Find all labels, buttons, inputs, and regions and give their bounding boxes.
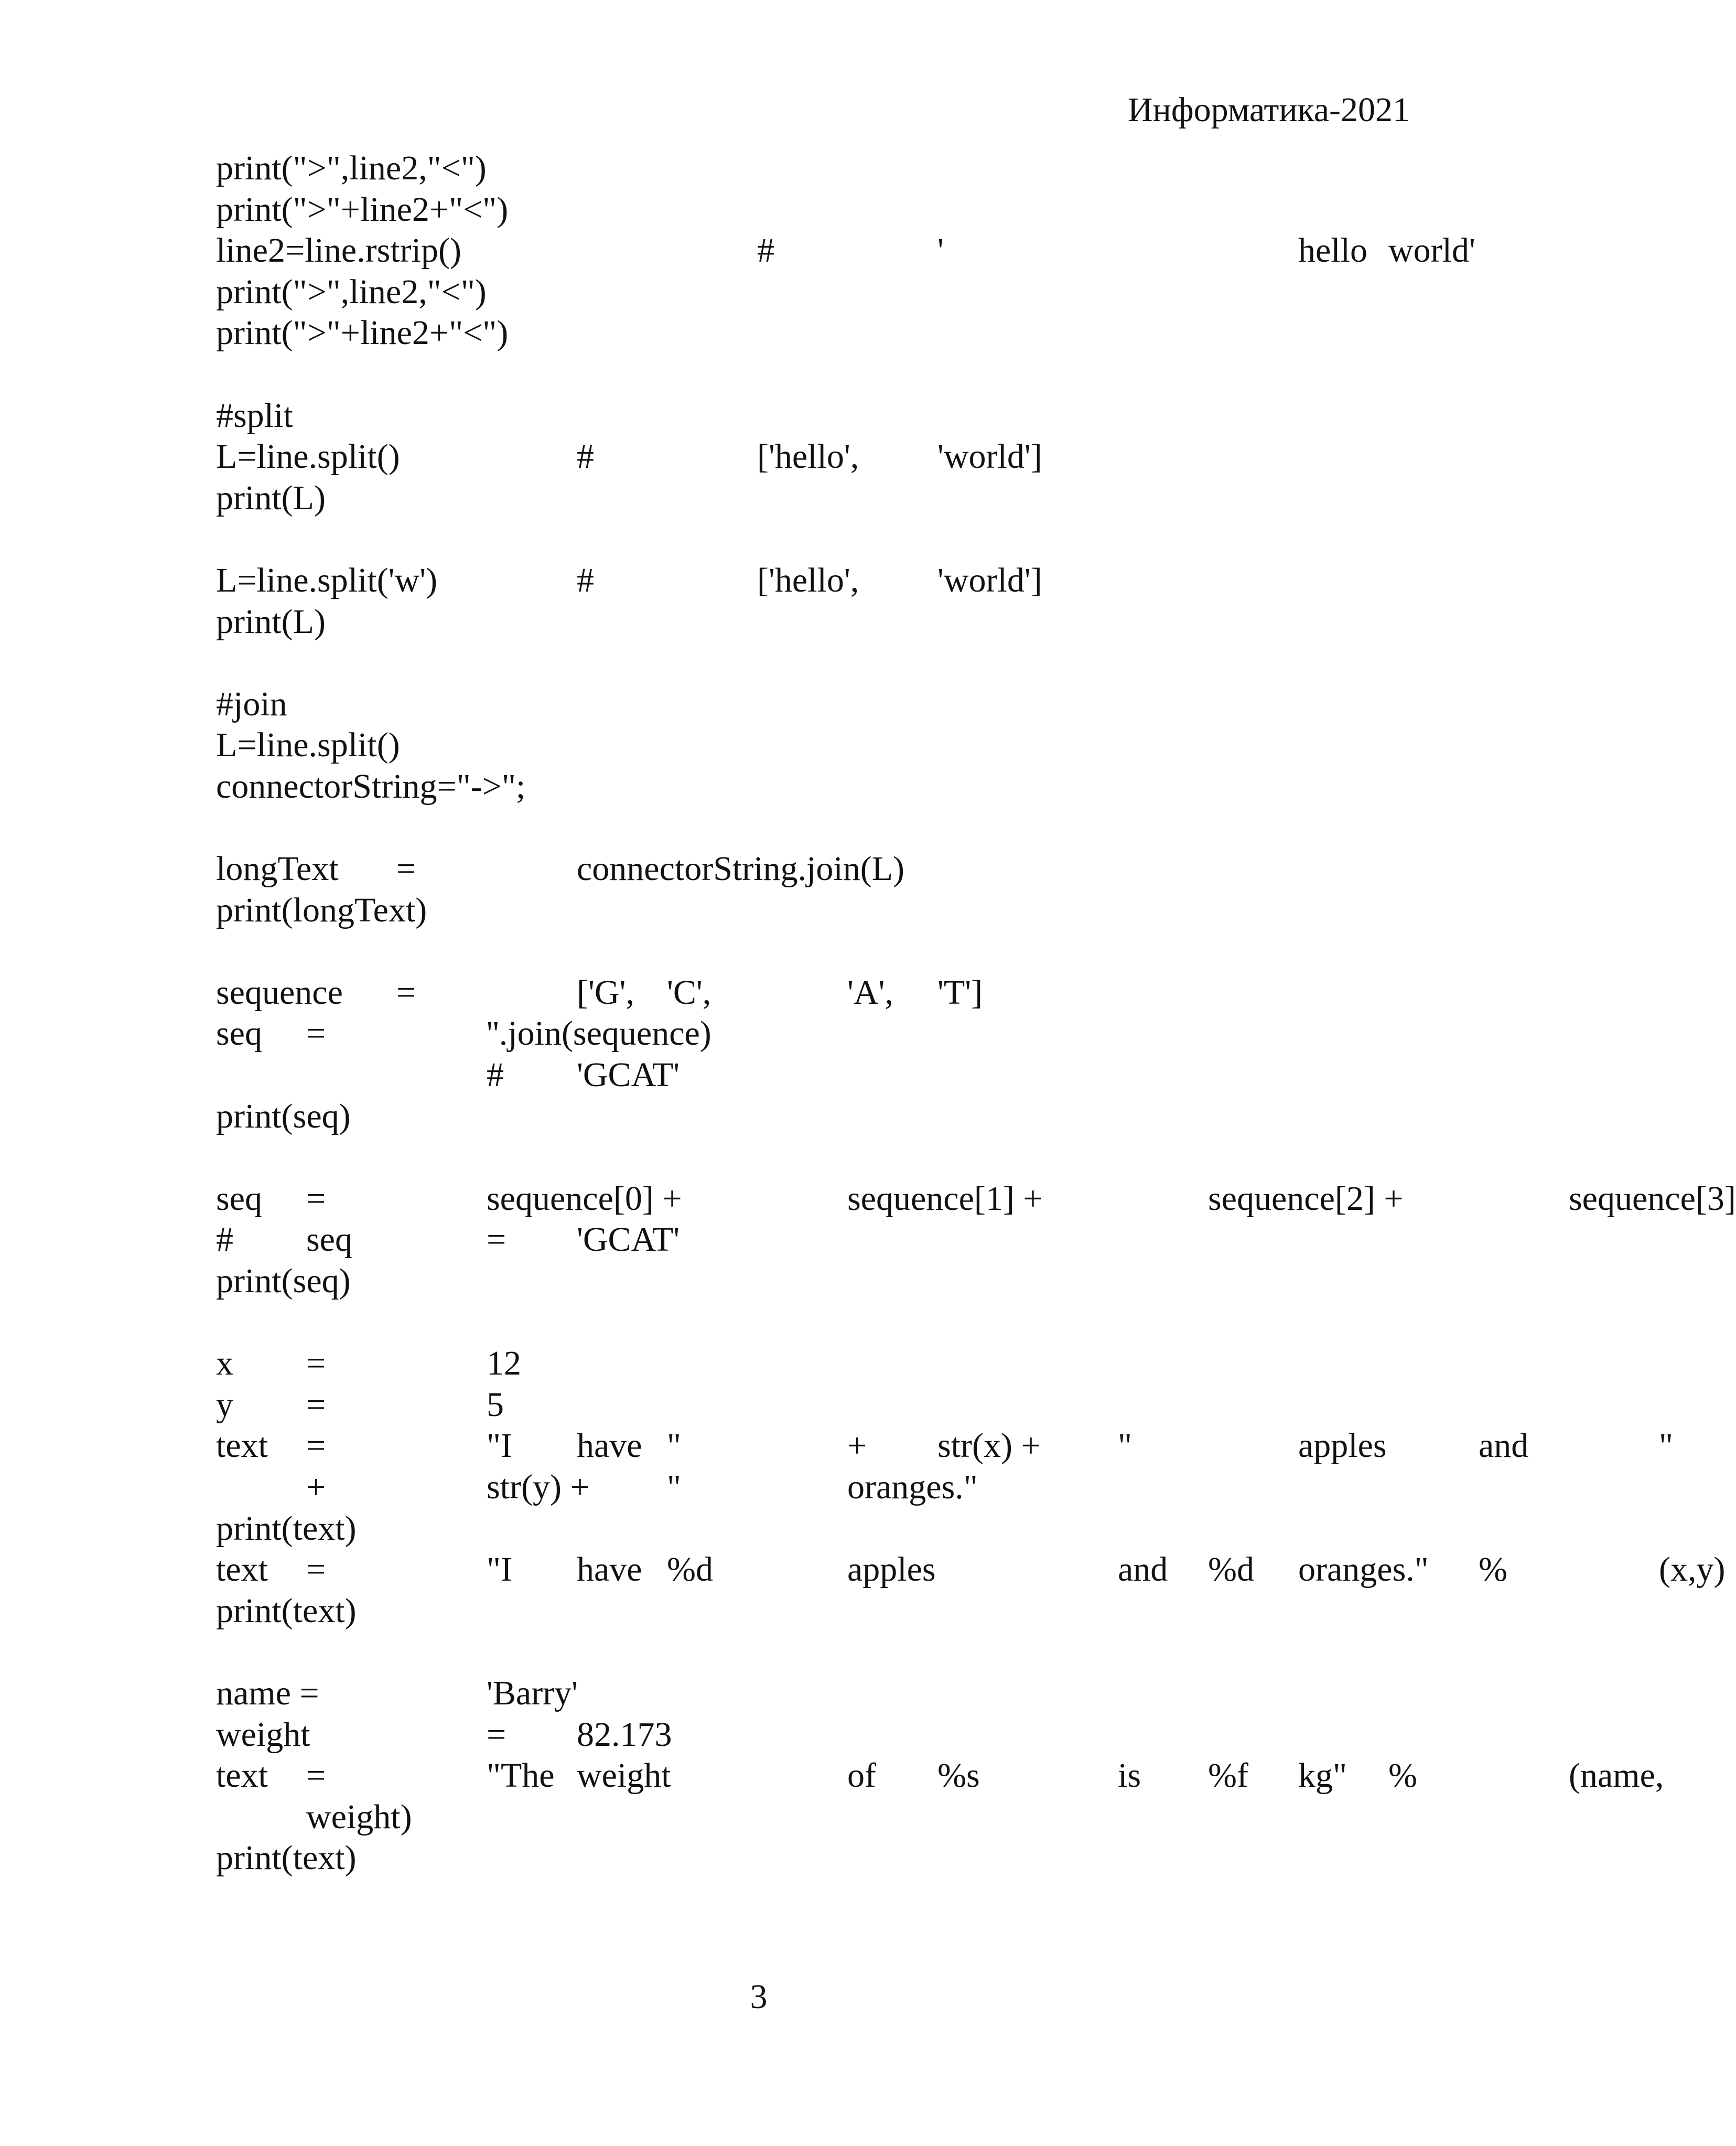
code-line: [216, 766, 1422, 808]
code-token: 'GCAT': [577, 1220, 680, 1259]
code-line: [216, 1838, 1422, 1879]
code-token: =: [306, 1014, 326, 1053]
code-token: ": [667, 1426, 681, 1465]
code-line: [216, 1055, 1422, 1096]
code-token: print(L): [216, 602, 326, 641]
code-token: sequence[2] +: [1208, 1179, 1404, 1218]
code-token: seq: [216, 1014, 262, 1053]
page-number: 3: [750, 1978, 768, 2016]
code-token: 'Barry': [487, 1673, 578, 1712]
code-token: str(x) +: [937, 1426, 1041, 1465]
code-token: apples: [1298, 1426, 1387, 1465]
code-token: text: [216, 1550, 268, 1589]
code-line: [216, 1425, 1673, 1467]
code-token: =: [306, 1179, 326, 1218]
code-token: 'GCAT': [577, 1056, 680, 1095]
code-token: 5: [487, 1385, 504, 1424]
page-header: Информатика-2021: [1127, 91, 1410, 129]
code-token: =: [306, 1550, 326, 1589]
code-token: #: [577, 561, 594, 599]
code-token: +: [306, 1468, 326, 1506]
code-token: sequence: [216, 973, 343, 1012]
code-token: sequence[3]: [1569, 1179, 1736, 1218]
code-line: [216, 230, 1475, 272]
code-token: %d: [1208, 1550, 1254, 1589]
code-token: have: [577, 1550, 642, 1589]
code-line: [216, 1385, 1422, 1426]
code-line: [216, 148, 1422, 189]
code-line: [216, 1261, 1422, 1302]
code-token: +: [847, 1426, 867, 1465]
code-line: [216, 849, 1422, 890]
blank-line: [216, 808, 1422, 849]
code-line: [216, 725, 1422, 766]
code-line: [216, 272, 1422, 313]
code-token: 12: [487, 1344, 521, 1383]
code-token: =: [396, 973, 416, 1012]
code-line: [216, 972, 1422, 1014]
code-line: [216, 1096, 1422, 1138]
code-token: text: [216, 1426, 268, 1465]
code-line: [216, 395, 1422, 437]
code-token: =: [396, 850, 416, 888]
code-token: print(L): [216, 478, 326, 517]
blank-line: [216, 354, 1422, 395]
code-line: [216, 1219, 1422, 1261]
code-line: [216, 436, 1422, 478]
code-line: [216, 1178, 1736, 1220]
code-token: print(">"+line2+"<"): [216, 314, 509, 352]
code-token: seq: [216, 1179, 262, 1218]
code-token: hello: [1298, 231, 1367, 270]
code-token: L=line.split(): [216, 437, 400, 476]
code-line: [216, 1467, 1422, 1508]
code-token: print(text): [216, 1509, 357, 1548]
code-line: [216, 1508, 1422, 1550]
blank-line: [216, 1302, 1422, 1344]
code-token: y: [216, 1385, 233, 1424]
code-token: have: [577, 1426, 642, 1465]
code-token: (x,y): [1659, 1550, 1726, 1589]
code-token: sequence[1] +: [847, 1179, 1043, 1218]
code-line: [216, 313, 1422, 354]
code-line: [216, 1591, 1422, 1632]
code-token: ['G',: [577, 973, 634, 1012]
code-token: ['hello',: [757, 437, 859, 476]
code-token: weight: [216, 1715, 310, 1754]
code-token: str(y) +: [487, 1468, 590, 1506]
blank-line: [216, 642, 1422, 684]
code-token: #: [216, 1220, 233, 1259]
code-token: ['hello',: [757, 561, 859, 599]
code-token: line2=line.rstrip(): [216, 231, 461, 270]
code-block: [216, 148, 1736, 1879]
code-token: longText: [216, 850, 339, 888]
code-token: print(longText): [216, 890, 427, 929]
code-token: print(">"+line2+"<"): [216, 190, 509, 229]
code-token: 'world']: [937, 437, 1042, 476]
code-token: =: [306, 1426, 326, 1465]
code-token: =: [306, 1344, 326, 1383]
blank-line: [216, 519, 1422, 560]
code-token: is: [1118, 1756, 1141, 1795]
code-line: [216, 890, 1422, 931]
code-token: L=line.split(): [216, 726, 400, 765]
code-token: and: [1479, 1426, 1529, 1465]
code-token: 'world']: [937, 561, 1042, 599]
code-token: %: [1388, 1756, 1417, 1795]
code-token: L=line.split('w'): [216, 561, 438, 599]
code-token: apples: [847, 1550, 936, 1589]
code-token: #: [757, 231, 774, 270]
code-line: [216, 189, 1422, 231]
code-token: sequence[0] +: [487, 1179, 682, 1218]
code-token: =: [487, 1715, 506, 1754]
code-token: weight: [577, 1756, 671, 1795]
code-token: "I: [487, 1426, 512, 1465]
code-token: ''.join(sequence): [487, 1014, 711, 1053]
code-line: [216, 1673, 1422, 1714]
code-token: name =: [216, 1673, 319, 1712]
code-line: [216, 478, 1422, 519]
code-line: [216, 1013, 1422, 1055]
code-token: oranges.": [1298, 1550, 1429, 1589]
code-token: of: [847, 1756, 876, 1795]
code-token: %d: [667, 1550, 713, 1589]
code-token: #: [487, 1056, 504, 1095]
code-token: ': [937, 231, 944, 270]
code-token: print(seq): [216, 1097, 351, 1135]
code-token: print(">",line2,"<"): [216, 272, 487, 311]
code-token: and: [1118, 1550, 1168, 1589]
code-token: connectorString.join(L): [577, 850, 905, 888]
code-token: %: [1479, 1550, 1507, 1589]
code-token: =: [487, 1220, 506, 1259]
code-token: 'C',: [667, 973, 711, 1012]
code-token: %f: [1208, 1756, 1248, 1795]
code-token: "I: [487, 1550, 512, 1589]
code-token: text: [216, 1756, 268, 1795]
code-token: oranges.": [847, 1468, 978, 1506]
code-token: (name,: [1569, 1756, 1664, 1795]
code-token: weight): [306, 1797, 412, 1836]
code-token: print(text): [216, 1591, 357, 1630]
code-line: [216, 560, 1422, 602]
code-token: seq: [306, 1220, 352, 1259]
code-token: ": [1118, 1426, 1132, 1465]
code-line: [216, 1343, 1422, 1385]
code-token: #join: [216, 684, 287, 723]
code-token: 'T']: [937, 973, 983, 1012]
code-token: print(text): [216, 1839, 357, 1877]
code-token: kg": [1298, 1756, 1347, 1795]
code-token: =: [306, 1385, 326, 1424]
code-token: %s: [937, 1756, 980, 1795]
code-line: [216, 1549, 1726, 1591]
blank-line: [216, 1137, 1422, 1178]
code-token: connectorString="->";: [216, 767, 526, 806]
code-line: [216, 602, 1422, 643]
code-line: [216, 1714, 1422, 1756]
code-token: =: [306, 1756, 326, 1795]
code-token: ": [1659, 1426, 1673, 1465]
code-token: x: [216, 1344, 233, 1383]
code-token: #split: [216, 396, 293, 435]
code-line: [216, 1755, 1664, 1797]
code-token: ": [667, 1468, 681, 1506]
code-token: print(seq): [216, 1262, 351, 1301]
code-token: "The: [487, 1756, 555, 1795]
blank-line: [216, 931, 1422, 972]
code-token: print(">",line2,"<"): [216, 149, 487, 187]
code-token: 82.173: [577, 1715, 672, 1754]
code-token: 'A',: [847, 973, 893, 1012]
code-line: [216, 684, 1422, 725]
blank-line: [216, 1632, 1422, 1673]
code-token: #: [577, 437, 594, 476]
code-token: world': [1388, 231, 1475, 270]
code-line: [216, 1797, 1422, 1838]
